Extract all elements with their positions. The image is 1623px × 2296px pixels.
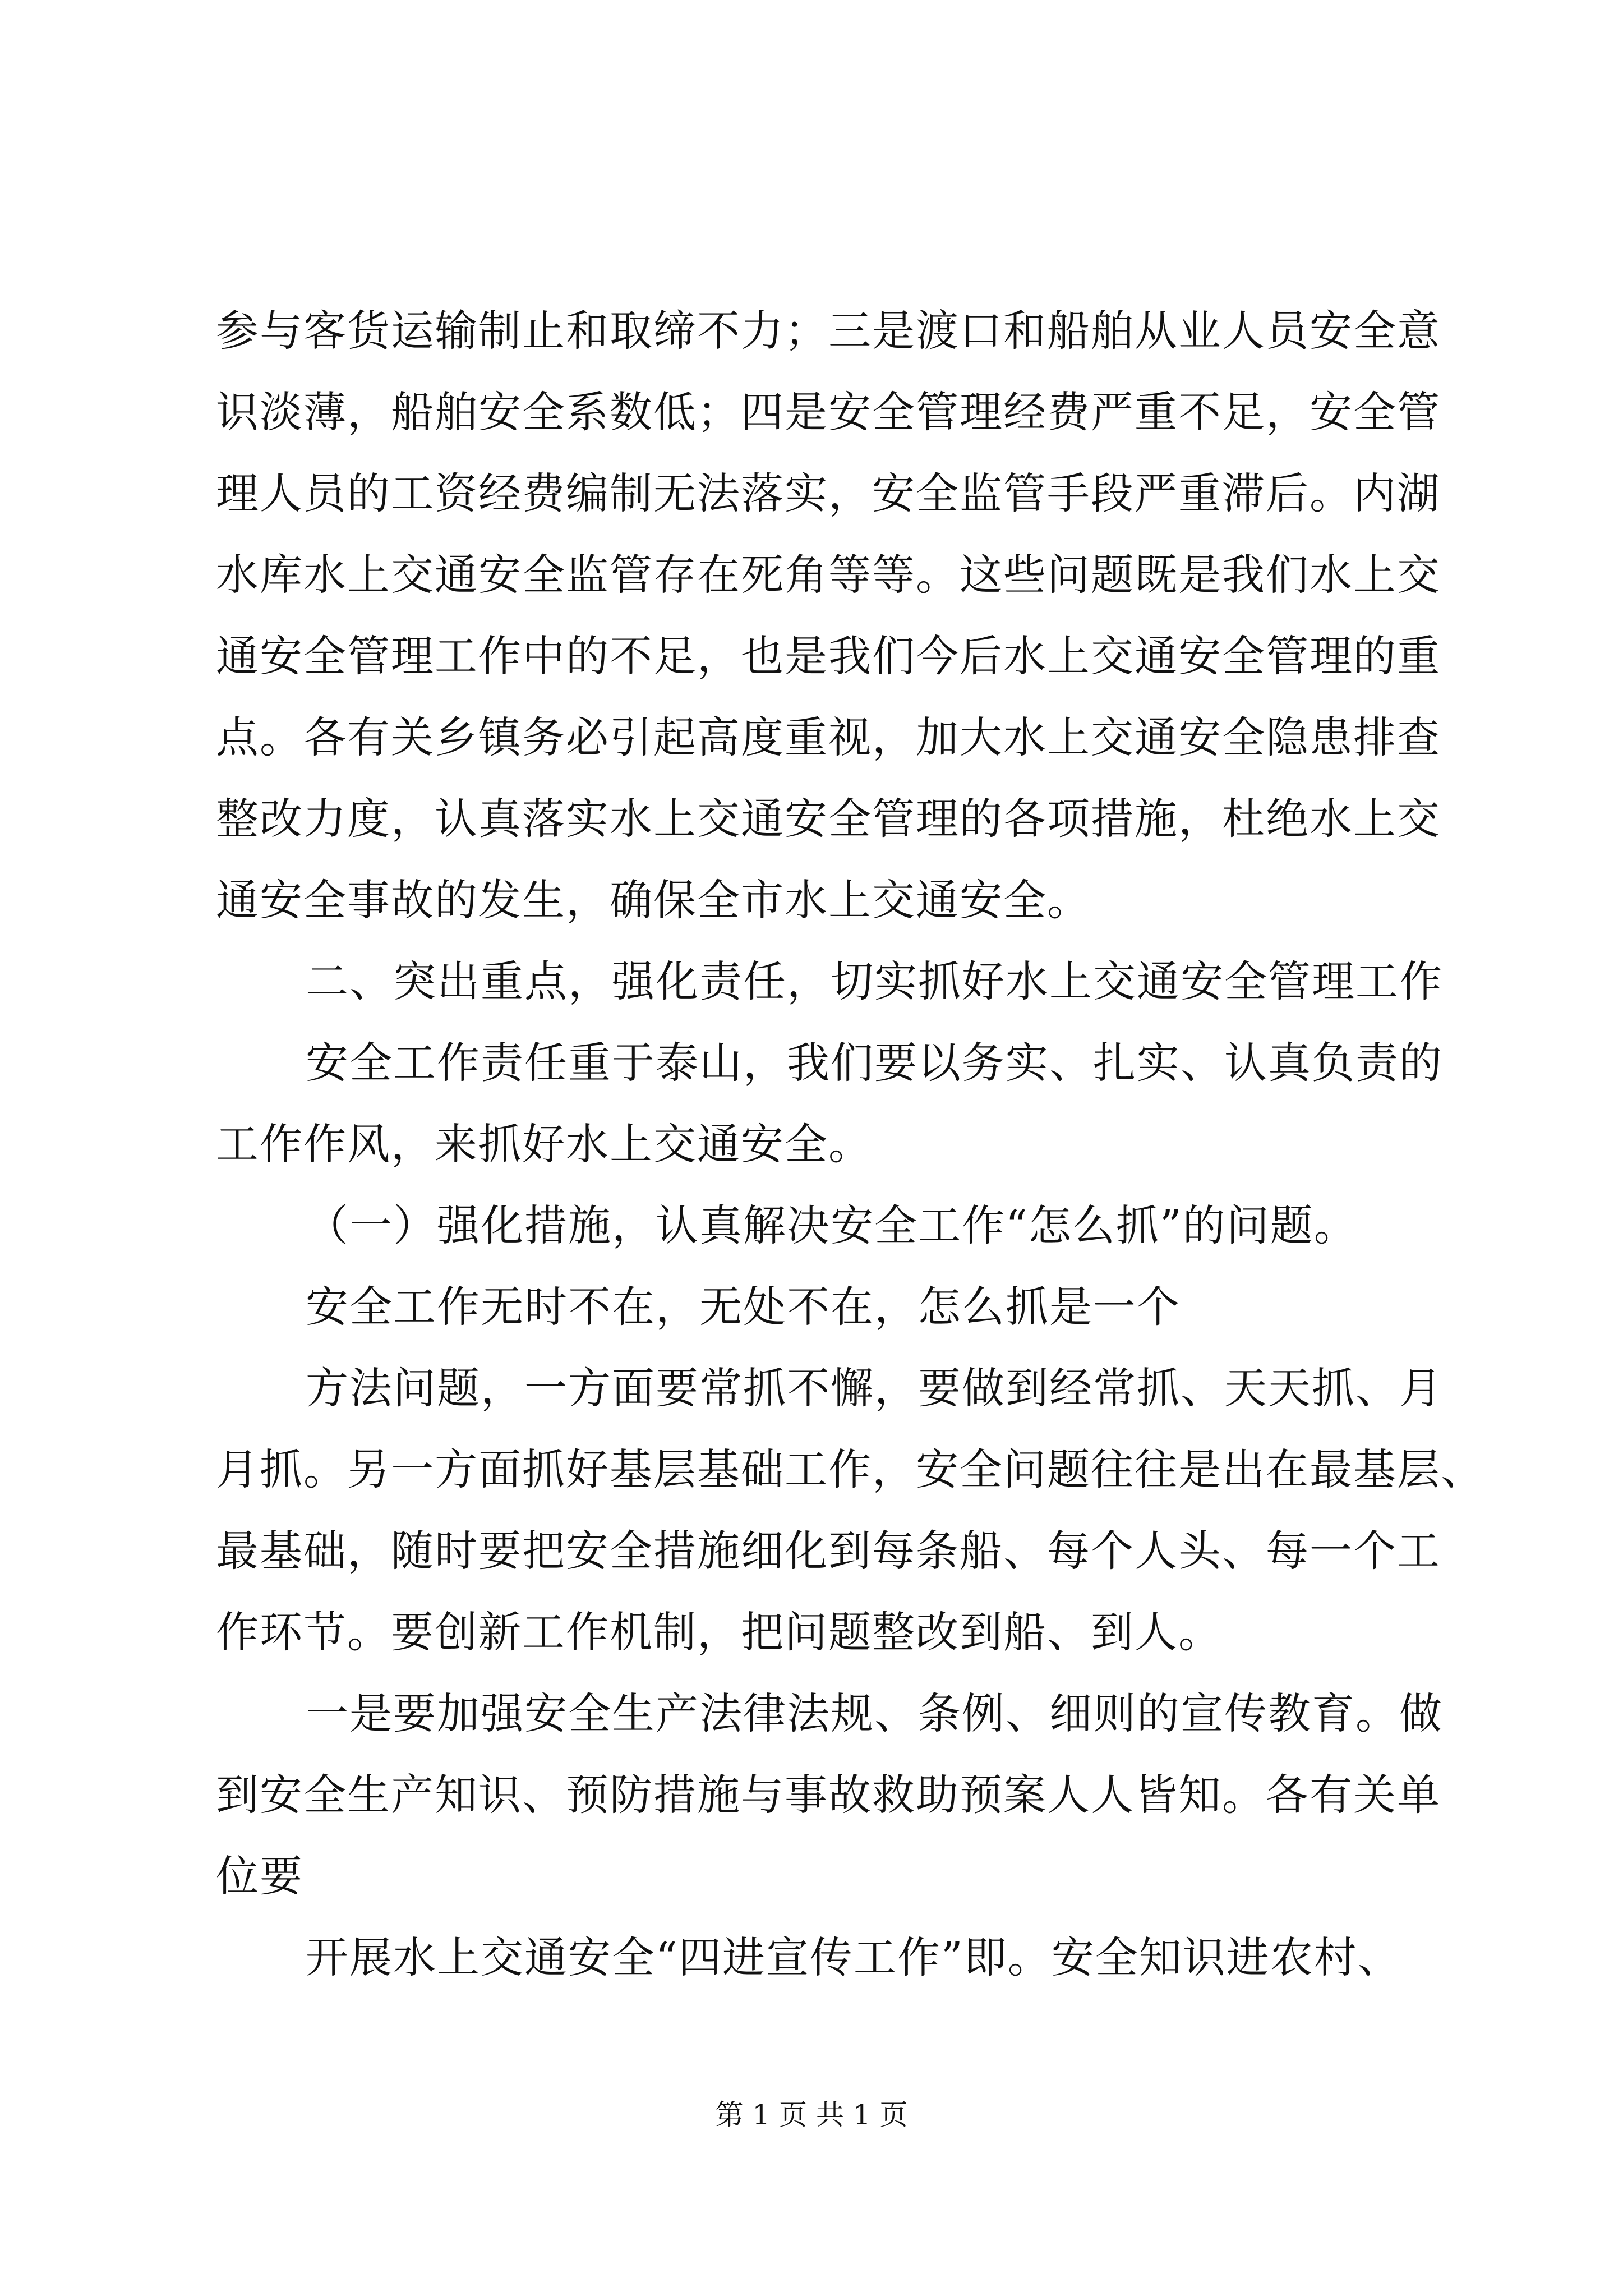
body-text-line: 工作作风，来抓好水上交通安全。 [216, 1119, 872, 1169]
body-text-line: 通安全事故的发生，确保全市水上交通安全。 [216, 875, 1091, 925]
body-text-line: 作环节。要创新工作机制，把问题整改到船、到人。 [216, 1607, 1222, 1657]
body-text-line: 安全工作无时不在，无处不在，怎么抓是一个 [306, 1282, 1181, 1332]
body-text-line: 点。各有关乡镇务必引起高度重视，加大水上交通安全隐患排查 [216, 712, 1441, 762]
body-text-line: 到安全生产知识、预防措施与事故救助预案人人皆知。各有关单 [216, 1770, 1441, 1820]
body-text-line: 整改力度，认真落实水上交通安全管理的各项措施，杜绝水上交 [216, 794, 1441, 844]
body-text-line: 水库水上交通安全监管存在死角等等。这些问题既是我们水上交 [216, 550, 1441, 600]
body-text-line: 月抓。另一方面抓好基层基础工作，安全问题往往是出在最基层、 [216, 1444, 1484, 1494]
body-text-line: 开展水上交通安全“四进宣传工作”即。安全知识进农村、 [306, 1932, 1401, 1982]
body-text-line: 参与客货运输制止和取缔不力；三是渡口和船舶从业人员安全意 [216, 306, 1441, 356]
body-text-line: 方法问题，一方面要常抓不懈，要做到经常抓、天天抓、月 [306, 1363, 1443, 1413]
body-text-line: 理人员的工资经费编制无法落实，安全监管手段严重滞后。内湖 [216, 468, 1441, 518]
body-text-line: 一是要加强安全生产法律法规、条例、细则的宣传教育。做 [306, 1688, 1443, 1738]
body-text-line: 位要 [216, 1851, 303, 1901]
section-heading: 二、突出重点，强化责任，切实抓好水上交通安全管理工作 [306, 956, 1443, 1006]
body-text-line: 通安全管理工作中的不足，也是我们今后水上交通安全管理的重 [216, 631, 1441, 681]
body-text-line: 最基础，随时要把安全措施细化到每条船、每个人头、每一个工 [216, 1526, 1441, 1576]
subsection-heading: （一）强化措施，认真解决安全工作“怎么抓”的问题。 [306, 1200, 1358, 1250]
body-text-line: 安全工作责任重于泰山，我们要以务实、扎实、认真负责的 [306, 1038, 1443, 1088]
page-number-footer: 第 1 页 共 1 页 [715, 2099, 908, 2131]
body-text-line: 识淡薄，船舶安全系数低；四是安全管理经费严重不足，安全管 [216, 387, 1441, 437]
